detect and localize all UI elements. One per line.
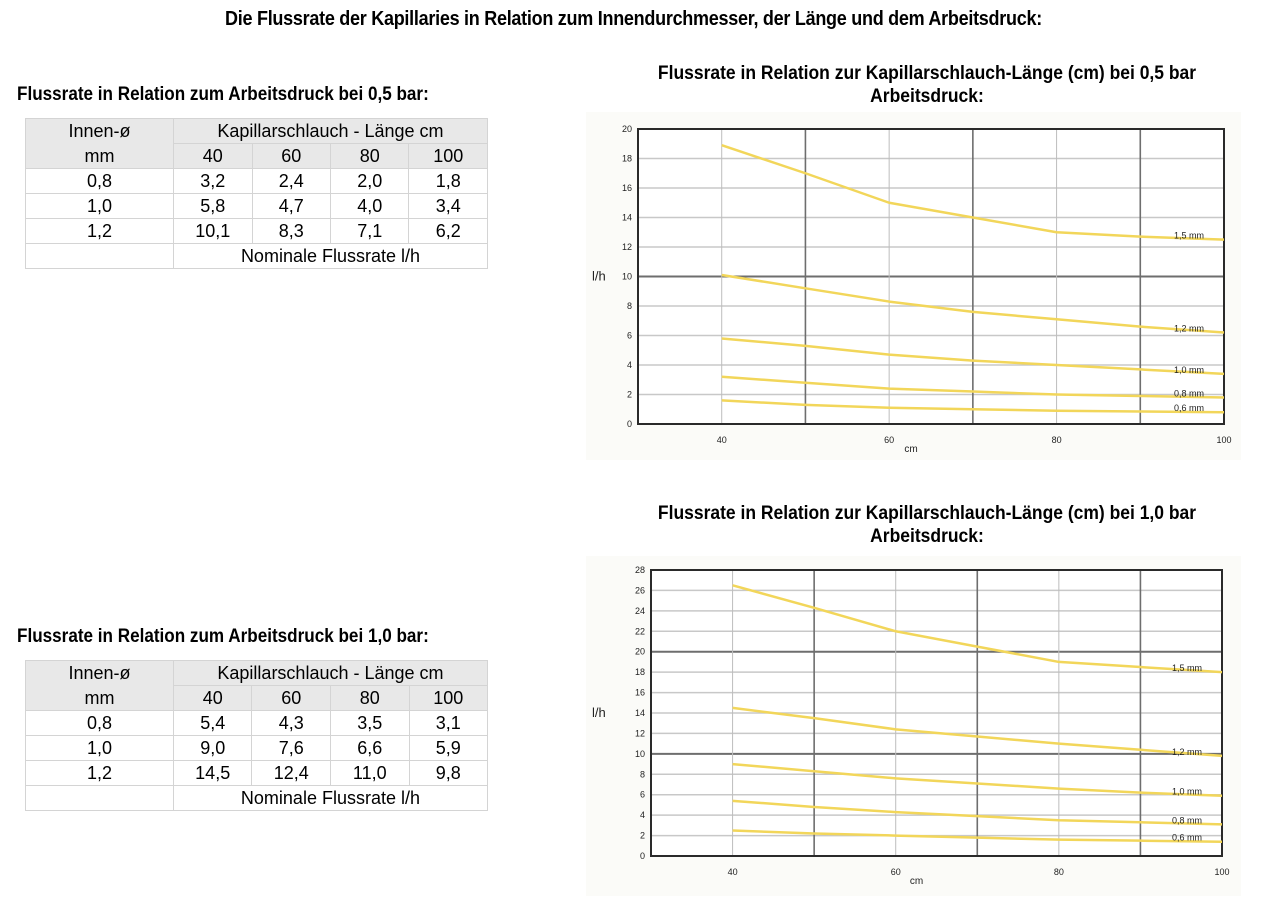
series-label: 1,5 mm [1172, 663, 1203, 674]
y-tick-label: 2 [626, 389, 632, 400]
table-title-10-bar: Flussrate in Relation zum Arbeitsdruck bei 1,0 bar: [17, 626, 429, 647]
header-length: 80 [331, 686, 410, 711]
value-cell: 3,5 [331, 711, 410, 736]
y-tick-label: 18 [621, 153, 632, 164]
y-tick-label: 26 [634, 585, 645, 596]
value-cell: 6,6 [331, 736, 410, 761]
x-axis-label: cm [909, 876, 924, 887]
header-length: 60 [252, 144, 330, 169]
value-cell: 9,8 [409, 761, 487, 786]
value-cell: 14,5 [173, 761, 252, 786]
value-cell: 9,0 [173, 736, 252, 761]
y-tick-label: 12 [634, 728, 645, 739]
y-tick-label: 4 [639, 810, 645, 821]
diameter-cell: 1,2 [26, 219, 174, 244]
table-header-row [26, 144, 488, 169]
table-title-05-bar: Flussrate in Relation zum Arbeitsdruck bei 0,5 bar: [17, 84, 429, 105]
y-axis-label: l/h [592, 705, 606, 720]
empty-cell [26, 244, 174, 269]
y-tick-label: 14 [621, 212, 632, 223]
chart-05-bar [586, 112, 1241, 460]
table-row [26, 169, 488, 194]
table-row [26, 761, 488, 786]
header-length: 100 [409, 144, 488, 169]
y-tick-label: 0 [639, 851, 645, 861]
chart-05-bar-svg [586, 112, 1241, 460]
value-cell: 6,2 [409, 219, 488, 244]
value-cell: 2,4 [252, 169, 330, 194]
series-label: 1,0 mm [1172, 786, 1203, 797]
chart-title-10-bar: Flussrate in Relation zur Kapillarschlauch-Länge (cm) bei 1,0 bar Arbeitsdruck: [657, 503, 1197, 547]
diameter-cell: 1,0 [26, 736, 174, 761]
x-tick-label: 80 [1053, 867, 1064, 877]
header-length: 60 [252, 686, 331, 711]
y-tick-label: 6 [626, 330, 632, 341]
header-length: 40 [173, 144, 252, 169]
y-tick-label: 24 [634, 605, 645, 616]
header-innen: Innen-ø [26, 661, 174, 686]
empty-cell [26, 786, 174, 811]
series-label: 0,8 mm [1174, 388, 1205, 399]
table-row [26, 736, 488, 761]
value-cell: 4,3 [252, 711, 331, 736]
table-footer: Nominale Flussrate l/h [173, 786, 487, 811]
y-tick-label: 0 [626, 419, 632, 429]
y-tick-label: 18 [634, 667, 645, 678]
value-cell: 12,4 [252, 761, 331, 786]
y-tick-label: 14 [634, 708, 645, 718]
header-length: 80 [330, 144, 408, 169]
series-label: 1,0 mm [1174, 364, 1205, 375]
diameter-cell: 1,2 [26, 761, 174, 786]
diameter-cell: 0,8 [26, 711, 174, 736]
series-label: 1,2 mm [1174, 323, 1205, 334]
value-cell: 5,9 [409, 736, 487, 761]
value-cell: 5,4 [173, 711, 252, 736]
y-tick-label: 20 [621, 124, 632, 134]
table-row [26, 194, 488, 219]
header-innen: Innen-ø [26, 119, 174, 144]
y-tick-label: 8 [626, 301, 632, 311]
value-cell: 3,1 [409, 711, 487, 736]
y-tick-label: 16 [621, 183, 632, 193]
chart-10-bar-svg [586, 556, 1241, 896]
y-tick-label: 8 [639, 769, 645, 780]
diameter-cell: 0,8 [26, 169, 174, 194]
flow-table-10-bar [25, 660, 488, 811]
table-header-row [26, 686, 488, 711]
header-length: 100 [409, 686, 487, 711]
y-tick-label: 10 [634, 748, 645, 759]
flow-table-05-bar [25, 118, 488, 269]
value-cell: 4,0 [330, 194, 408, 219]
table-footer-row [26, 244, 488, 269]
x-tick-label: 40 [716, 435, 727, 445]
header-mm: mm [26, 686, 174, 711]
x-axis-label: cm [904, 444, 918, 455]
series-label: 0,6 mm [1172, 832, 1203, 843]
y-tick-label: 2 [639, 830, 645, 841]
table-footer-row [26, 786, 488, 811]
y-tick-label: 6 [639, 789, 645, 800]
y-tick-label: 16 [634, 687, 645, 698]
value-cell: 10,1 [173, 219, 252, 244]
header-span: Kapillarschlauch - Länge cm [173, 661, 487, 686]
value-cell: 11,0 [331, 761, 410, 786]
header-span: Kapillarschlauch - Länge cm [173, 119, 487, 144]
y-tick-label: 22 [634, 626, 645, 637]
table-row [26, 711, 488, 736]
value-cell: 3,2 [173, 169, 252, 194]
header-length: 40 [173, 686, 252, 711]
x-tick-label: 100 [1214, 867, 1230, 877]
table-footer: Nominale Flussrate l/h [173, 244, 487, 269]
x-tick-label: 80 [1051, 435, 1062, 445]
y-tick-label: 28 [634, 565, 645, 575]
value-cell: 3,4 [409, 194, 488, 219]
series-label: 0,8 mm [1172, 815, 1203, 826]
value-cell: 5,8 [173, 194, 252, 219]
x-tick-label: 60 [890, 867, 901, 877]
table-row [26, 219, 488, 244]
series-label: 1,5 mm [1174, 230, 1205, 241]
value-cell: 1,8 [409, 169, 488, 194]
y-tick-label: 10 [621, 271, 632, 282]
y-tick-label: 12 [621, 242, 632, 252]
y-axis-label: l/h [592, 268, 606, 284]
value-cell: 4,7 [252, 194, 330, 219]
y-tick-label: 4 [626, 360, 632, 370]
chart-10-bar [586, 556, 1241, 896]
x-tick-label: 40 [727, 867, 738, 877]
chart-title-05-bar: Flussrate in Relation zur Kapillarschlauch-Länge (cm) bei 0,5 bar Arbeitsdruck: [657, 63, 1197, 107]
header-mm: mm [26, 144, 174, 169]
x-tick-label: 100 [1216, 435, 1232, 445]
value-cell: 7,6 [252, 736, 331, 761]
page-title: Die Flussrate der Kapillaries in Relation zum Innendurchmesser, der Länge und dem Arbeitsdruck: [225, 8, 1042, 30]
y-tick-label: 20 [634, 646, 645, 657]
series-label: 1,2 mm [1172, 746, 1203, 757]
value-cell: 8,3 [252, 219, 330, 244]
diameter-cell: 1,0 [26, 194, 174, 219]
x-tick-label: 60 [884, 435, 895, 445]
series-label: 0,6 mm [1174, 403, 1205, 414]
value-cell: 2,0 [330, 169, 408, 194]
table-header-row [26, 119, 488, 144]
table-header-row [26, 661, 488, 686]
value-cell: 7,1 [330, 219, 408, 244]
